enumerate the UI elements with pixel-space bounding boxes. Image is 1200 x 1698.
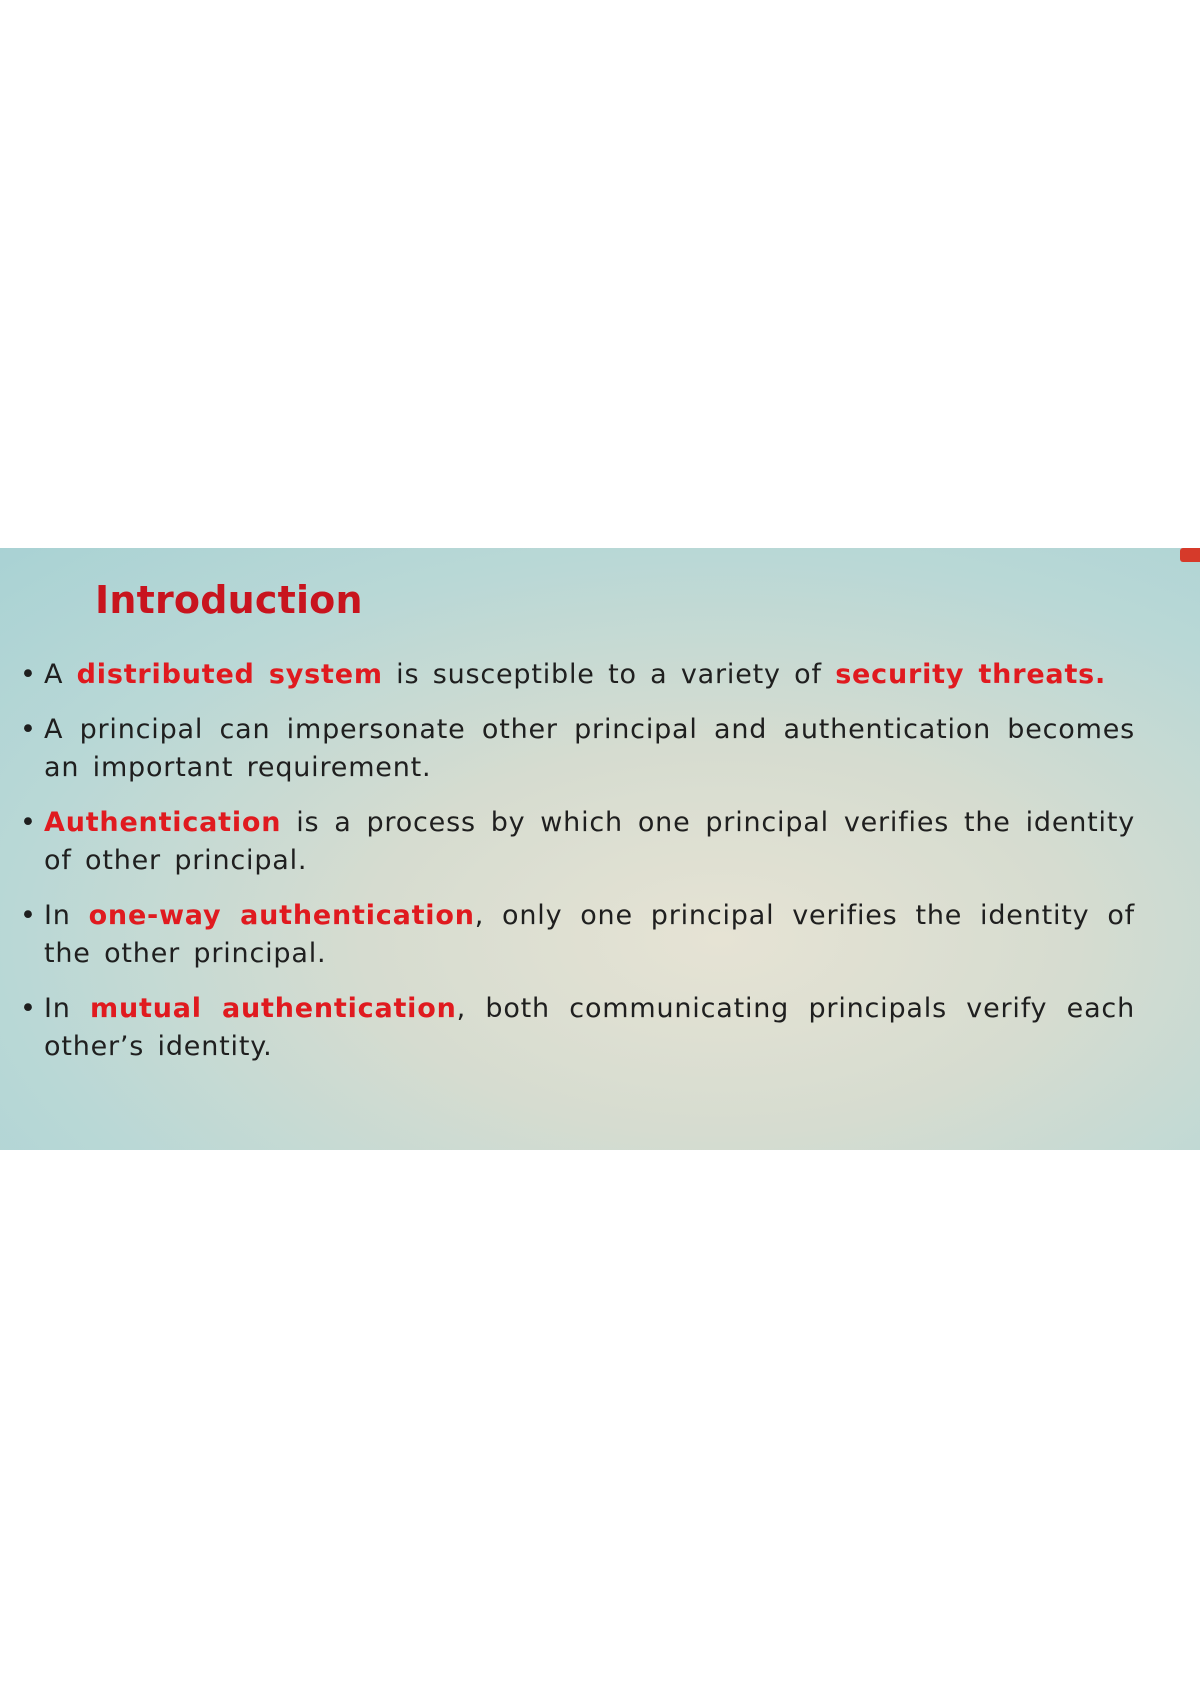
watermark-badge-icon	[1180, 548, 1200, 562]
bullet-text-segment: A	[44, 659, 77, 690]
highlighted-term: distributed system	[76, 659, 383, 690]
bullet-text-segment: , both communicating principals verify each other’s identity.	[44, 993, 1135, 1062]
highlighted-term: security threats.	[835, 659, 1107, 690]
bullet-item	[0, 711, 1200, 787]
highlighted-term: one-way authentication	[88, 900, 475, 931]
bullet-text	[44, 993, 1135, 1062]
bullet-dot-icon: •	[20, 714, 37, 745]
bullet-item	[0, 804, 1200, 880]
bullet-text	[44, 659, 1106, 690]
slide-title: Introduction	[95, 578, 363, 622]
bullet-item	[0, 897, 1200, 973]
bullet-text-segment: is susceptible to a variety of	[382, 659, 836, 690]
bullet-list	[0, 656, 1200, 1083]
bullet-text-segment: In	[44, 993, 91, 1024]
bullet-item	[0, 990, 1200, 1066]
bullet-text-segment: , only one principal verifies the identity of the other principal.	[44, 900, 1135, 969]
bullet-text	[44, 807, 1135, 876]
bullet-text	[44, 900, 1135, 969]
bullet-dot-icon: •	[20, 807, 37, 838]
highlighted-term: mutual authentication	[90, 993, 457, 1024]
bullet-text	[44, 714, 1135, 783]
bullet-text-segment: In	[44, 900, 89, 931]
bullet-dot-icon: •	[20, 900, 37, 931]
highlighted-term: Authentication	[44, 807, 282, 838]
bullet-item	[0, 656, 1200, 694]
slide	[0, 548, 1200, 1150]
bullet-dot-icon: •	[20, 993, 37, 1024]
bullet-dot-icon: •	[20, 659, 37, 690]
bullet-text-segment: is a process by which one principal verifies the identity of other principal.	[44, 807, 1135, 876]
bullet-text-segment: A principal can impersonate other principal and authentication becomes an important requirement.	[44, 714, 1135, 783]
